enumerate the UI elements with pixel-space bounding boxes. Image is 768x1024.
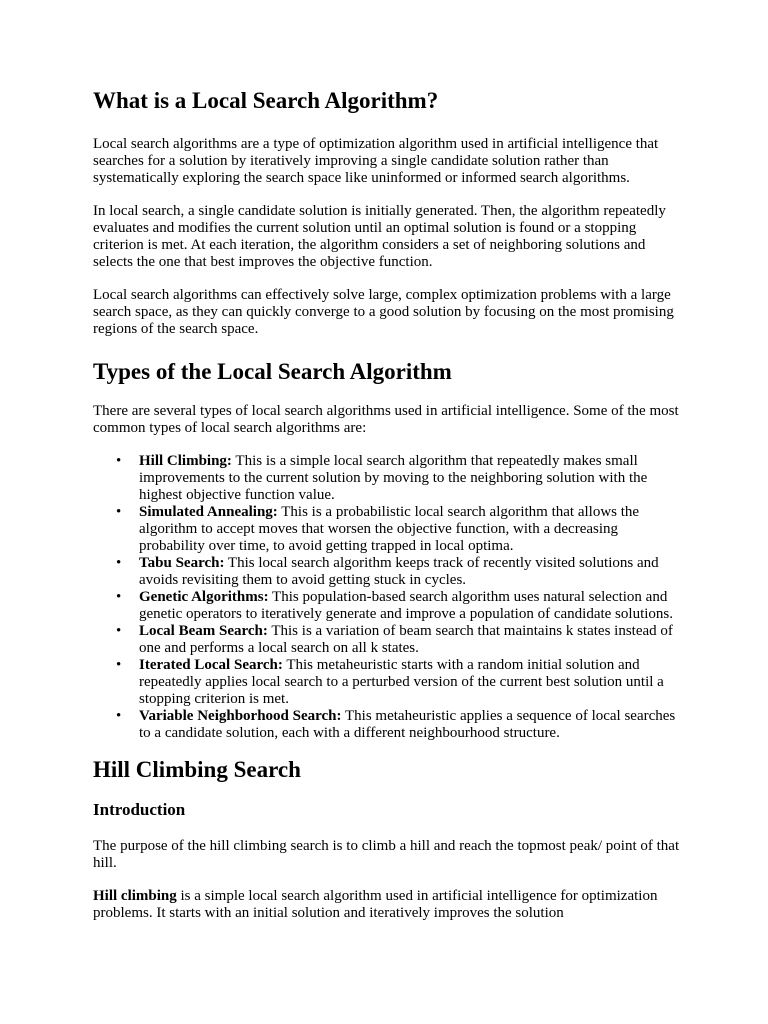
bullet-icon: •: [116, 589, 122, 605]
bullet-icon: •: [116, 453, 122, 469]
list-item-desc: This is a simple local search algorithm that repeatedly makes small improvements to the current solution by moving to the neighboring solution with the highest objective function value.: [139, 453, 648, 503]
list-item: [116, 657, 680, 708]
list-item-term: Local Beam Search:: [139, 623, 268, 639]
list-item: [116, 453, 680, 504]
list-item: [116, 589, 680, 623]
bullet-icon: •: [116, 555, 122, 571]
paragraph-hill-definition: [93, 888, 680, 922]
list-item-desc: This metaheuristic applies a sequence of local searches to a candidate solution, each with a different neighbourhood structure.: [139, 708, 676, 741]
subheading-introduction: Introduction: [93, 800, 186, 819]
paragraph-definition: Local search algorithms are a type of optimization algorithm used in artificial intelligence that searches for a solution by iteratively improving a single candidate solution rather than systematically exploring the search space like uninformed or informed search algorithms.: [93, 136, 659, 186]
list-item-term: Tabu Search:: [139, 555, 225, 571]
list-item: [116, 623, 680, 657]
list-item-desc: This is a probabilistic local search algorithm that allows the algorithm to accept moves that worsen the objective function, with a decreasing probability over time, to avoid getting trapped in local optima.: [139, 504, 640, 554]
hill-climbing-text: is a simple local search algorithm used in artificial intelligence for optimization problems. It starts with an initial solution and iteratively improves the solution: [93, 888, 658, 921]
heading-types: Types of the Local Search Algorithm: [93, 359, 452, 384]
list-item-desc: This is a variation of beam search that maintains k states instead of one and performs a local search on all k states.: [139, 623, 673, 656]
list-item-term: Hill Climbing:: [139, 453, 232, 469]
list-item-desc: This metaheuristic starts with a random initial solution and repeatedly applies local search to a perturbed version of the current best solution until a stopping criterion is met.: [139, 657, 664, 707]
heading-local-search: What is a Local Search Algorithm?: [93, 88, 439, 113]
list-item-term: Simulated Annealing:: [139, 504, 278, 520]
list-item: [116, 555, 680, 589]
list-item-term: Genetic Algorithms:: [139, 589, 269, 605]
types-list: [93, 453, 680, 742]
list-item-term: Iterated Local Search:: [139, 657, 283, 673]
bullet-icon: •: [116, 657, 122, 673]
paragraph-process: In local search, a single candidate solution is initially generated. Then, the algorithm repeatedly evaluates and modifies the current solution until an optimal solution is found or a stopping criterion is met. At each iteration, the algorithm considers a set of neighboring solutions and selects the one that best improves the objective function.: [93, 203, 666, 270]
paragraph-benefits: Local search algorithms can effectively solve large, complex optimization problems with a large search space, as they can quickly converge to a good solution by focusing on the most promising regions of the search space.: [93, 287, 674, 337]
bullet-icon: •: [116, 504, 122, 520]
heading-hill-climbing: Hill Climbing Search: [93, 757, 301, 782]
paragraph-types-intro: There are several types of local search algorithms used in artificial intelligence. Some of the most common types of local search algorithms are:: [93, 403, 679, 436]
list-item-desc: This local search algorithm keeps track of recently visited solutions and avoids revisiting them to avoid getting stuck in cycles.: [139, 555, 659, 588]
list-item-desc: This population-based search algorithm uses natural selection and genetic operators to iteratively generate and improve a population of candidate solutions.: [139, 589, 673, 622]
bullet-icon: •: [116, 708, 122, 724]
bullet-icon: •: [116, 623, 122, 639]
paragraph-hill-purpose: The purpose of the hill climbing search is to climb a hill and reach the topmost peak/ point of that hill.: [93, 838, 680, 871]
list-item-term: Variable Neighborhood Search:: [139, 708, 342, 724]
hill-climbing-term: Hill climbing: [93, 888, 177, 904]
list-item: [116, 708, 680, 742]
list-item: [116, 504, 680, 555]
